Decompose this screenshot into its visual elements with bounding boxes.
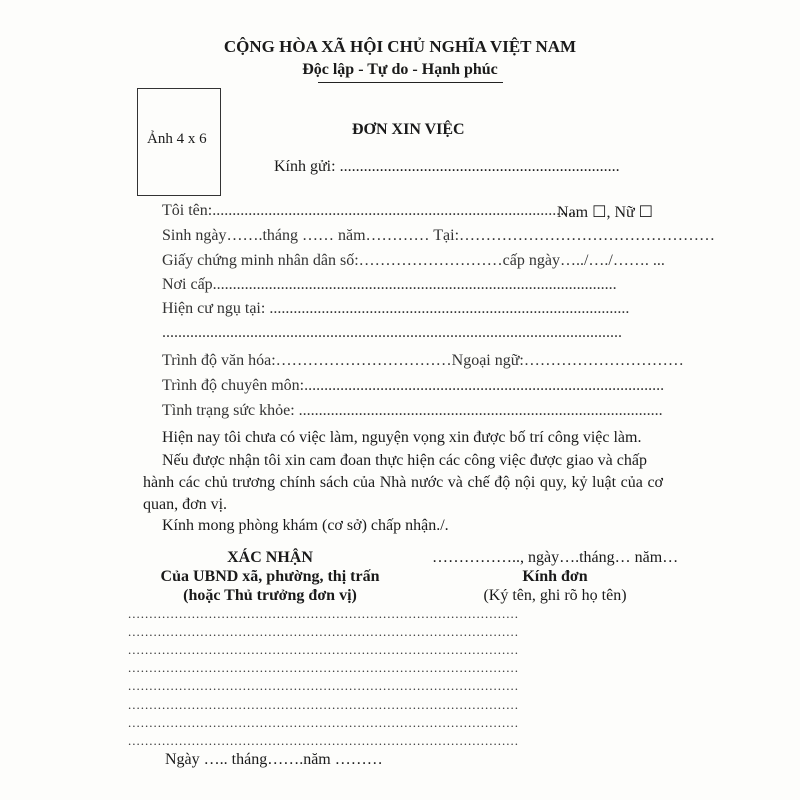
motto-underline bbox=[318, 82, 503, 83]
residence-field[interactable]: Hiện cư ngụ tại: .......................................................................................... bbox=[162, 300, 630, 317]
sign-date-line[interactable]: …………….., ngày….tháng… năm… bbox=[432, 549, 679, 566]
confirm-dotted-line[interactable]: ............................................................................................ bbox=[128, 606, 519, 621]
sign-note: (Ký tên, ghi rõ họ tên) bbox=[483, 587, 627, 604]
confirm-dotted-line[interactable]: ............................................................................................ bbox=[128, 697, 519, 712]
professional-field[interactable]: Trình độ chuyên môn:.......................................................................................... bbox=[162, 377, 665, 394]
confirm-dotted-line[interactable]: ............................................................................................ bbox=[128, 733, 519, 748]
form-title: ĐƠN XIN VIỆC bbox=[352, 121, 465, 138]
sign-title: Kính đơn bbox=[522, 568, 588, 585]
confirm-date-line[interactable]: Ngày ….. tháng…….năm ……… bbox=[165, 751, 383, 768]
education-field[interactable]: Trình độ văn hóa:……………………………Ngoại ngữ:………………………… bbox=[162, 352, 684, 369]
confirm-note: (hoặc Thủ trưởng đơn vị) bbox=[183, 587, 357, 604]
confirm-dotted-line[interactable]: ............................................................................................ bbox=[128, 715, 519, 730]
id-card-field[interactable]: Giấy chứng minh nhân dân số:………………………cấp ngày…../…./……. ... bbox=[162, 252, 665, 269]
paragraph-commitment-first-line: Nếu được nhận tôi xin cam đoan thực hiện các công việc được giao và chấp bbox=[162, 452, 647, 469]
paragraph-unemployed: Hiện nay tôi chưa có việc làm, nguyện vọng xin được bố trí công việc làm. bbox=[162, 429, 642, 446]
addressee-line[interactable]: Kính gửi: ...................................................................... bbox=[274, 158, 620, 175]
paragraph-request: Kính mong phòng khám (cơ sở) chấp nhận./. bbox=[162, 517, 449, 534]
confirm-title: XÁC NHẬN bbox=[227, 549, 313, 566]
confirm-dotted-line[interactable]: ............................................................................................ bbox=[128, 660, 519, 675]
confirm-subtitle: Của UBND xã, phường, thị trấn bbox=[160, 568, 380, 585]
national-motto: Độc lập - Tự do - Hạnh phúc bbox=[302, 61, 498, 78]
confirm-dotted-line[interactable]: ............................................................................................ bbox=[128, 624, 519, 639]
confirm-dotted-line[interactable]: ............................................................................................ bbox=[128, 642, 519, 657]
birth-field[interactable]: Sinh ngày…….tháng …… năm………… Tại:………………………………………… bbox=[162, 227, 716, 244]
country-name: CỘNG HÒA XÃ HỘI CHỦ NGHĨA VIỆT NAM bbox=[223, 37, 577, 56]
photo-label: Ảnh 4 x 6 bbox=[147, 131, 207, 147]
residence-continuation-field[interactable]: ................................................................................................................... bbox=[162, 324, 622, 341]
issue-place-field[interactable]: Nơi cấp..................................................................................................... bbox=[162, 276, 617, 293]
paragraph-commitment-rest: hành các chủ trương chính sách của Nhà nước và chế độ nội quy, kỷ luật của cơ quan, đơn vị. bbox=[143, 474, 663, 513]
health-field[interactable]: Tình trạng sức khỏe: ........................................................................................... bbox=[162, 402, 663, 419]
name-field[interactable]: Tôi tên:........................................................................................... bbox=[162, 202, 577, 219]
gender-checkboxes[interactable]: Nam ☐, Nữ ☐ bbox=[557, 204, 654, 221]
confirm-dotted-line[interactable]: ............................................................................................ bbox=[128, 678, 519, 693]
